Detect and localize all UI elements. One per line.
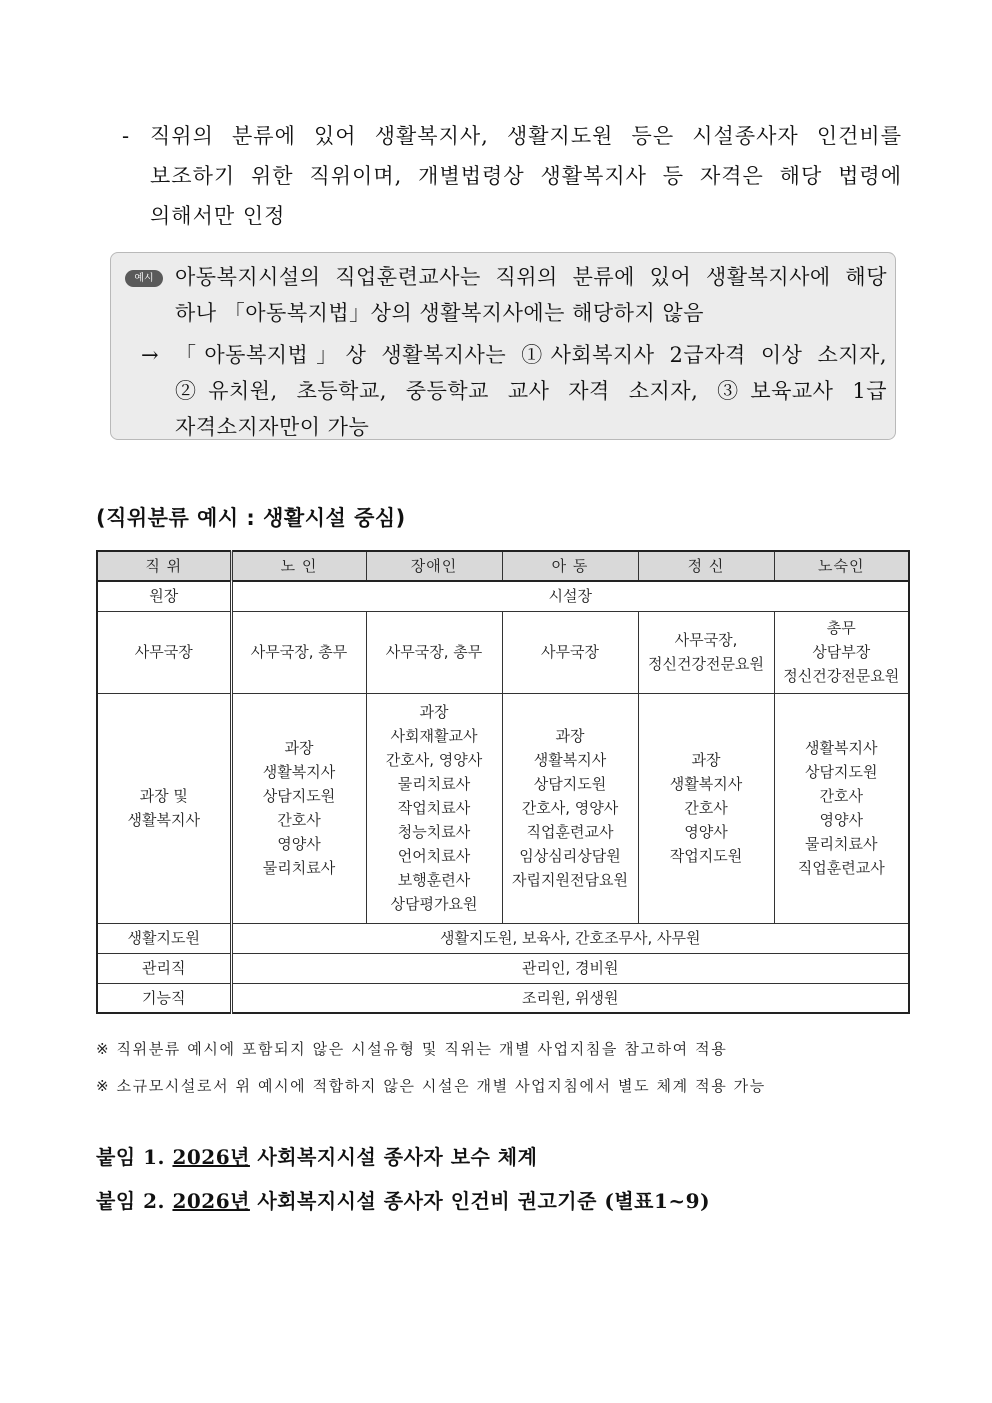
position-classification-table (96, 550, 910, 1014)
table-header-row (97, 551, 909, 581)
paragraph-line: 보조하기 위한 직위이며, 개별법령상 생활복지사 등 자격은 해당 법령에 (150, 164, 902, 188)
attachment-line: 붙임 1. 2026년 사회복지시설 종사자 보수 체계 (96, 1145, 538, 1169)
table-cell: 관리인, 경비원 (231, 953, 909, 983)
intro-paragraph (122, 116, 902, 236)
table-cell: 사무국장, 정신건강전문요원 (638, 611, 774, 693)
table-row (97, 581, 909, 611)
table-cell: 사무국장, 총무 (366, 611, 502, 693)
table-cell: 생활지도원, 보육사, 간호조무사, 사무원 (231, 923, 909, 953)
table-note: ※ 직위분류 예시에 포함되지 않은 시설유형 및 직위는 개별 사업지침을 참고하여 적용 (96, 1040, 728, 1058)
table-header-cell: 노 인 (231, 551, 366, 581)
table-cell: 총무 상담부장 정신건강전문요원 (774, 611, 909, 693)
right-arrow-icon: → (141, 343, 160, 367)
table-cell: 사무국장 (502, 611, 638, 693)
table-cell: 사무국장, 총무 (231, 611, 366, 693)
table-cell: 과장 생활복지사 상담지도원 간호사 영양사 물리치료사 (231, 693, 366, 923)
table-cell: 과장 사회재활교사 간호사, 영양사 물리치료사 작업치료사 청능치료사 언어치료사 보행훈련사 상담평가요원 (366, 693, 502, 923)
table-row (97, 953, 909, 983)
table-cell: 생활복지사 상담지도원 간호사 영양사 물리치료사 직업훈련교사 (774, 693, 909, 923)
table-header-cell: 직 위 (97, 551, 231, 581)
section-title: (직위분류 예시 : 생활시설 중심) (96, 506, 406, 530)
table-row (97, 611, 909, 693)
table-header-cell: 노숙인 (774, 551, 909, 581)
table-header-cell: 장애인 (366, 551, 502, 581)
example-arrow-block (141, 337, 887, 445)
row-label: 기능직 (97, 983, 231, 1013)
row-label: 원장 (97, 581, 231, 611)
paragraph-line: 의해서만 인정 (150, 204, 286, 228)
bullet-dash: - (122, 124, 131, 148)
paragraph-line: 직위의 분류에 있어 생활복지사, 생활지도원 등은 시설종사자 인건비를 (150, 124, 902, 148)
table-note: ※ 소규모시설로서 위 예시에 적합하지 않은 시설은 개별 사업지침에서 별도 체계 적용 가능 (96, 1077, 766, 1095)
table-cell: 과장 생활복지사 상담지도원 간호사, 영양사 직업훈련교사 임상심리상담원 자립지원전담요원 (502, 693, 638, 923)
example-badge: 예시 (125, 270, 163, 287)
row-label: 생활지도원 (97, 923, 231, 953)
table-row (97, 693, 909, 923)
table-cell: 시설장 (231, 581, 909, 611)
example-line: 하나 「아동복지법」상의 생활복지사에는 해당하지 않음 (175, 301, 704, 325)
attachment-line: 붙임 2. 2026년 사회복지시설 종사자 인건비 권고기준 (별표1~9) (96, 1189, 711, 1213)
table-row (97, 983, 909, 1013)
row-label: 과장 및 생활복지사 (97, 693, 231, 923)
row-label: 관리직 (97, 953, 231, 983)
table-header-cell: 정 신 (638, 551, 774, 581)
example-arrow-line: ②유치원, 초등학교, 중등학교 교사 자격 소지자, ③보육교사 1급 (175, 379, 887, 403)
table-row (97, 923, 909, 953)
example-arrow-line: 「아동복지법」상 생활복지사는 ①사회복지사 2급자격 이상 소지자, (175, 343, 887, 367)
table-cell: 조리원, 위생원 (231, 983, 909, 1013)
example-box (110, 252, 896, 440)
example-arrow-line: 자격소지자만이 가능 (175, 415, 370, 439)
table-cell: 과장 생활복지사 간호사 영양사 작업지도원 (638, 693, 774, 923)
example-text (175, 259, 887, 331)
table-header-cell: 아 동 (502, 551, 638, 581)
example-line: 아동복지시설의 직업훈련교사는 직위의 분류에 있어 생활복지사에 해당 (175, 265, 887, 289)
row-label: 사무국장 (97, 611, 231, 693)
